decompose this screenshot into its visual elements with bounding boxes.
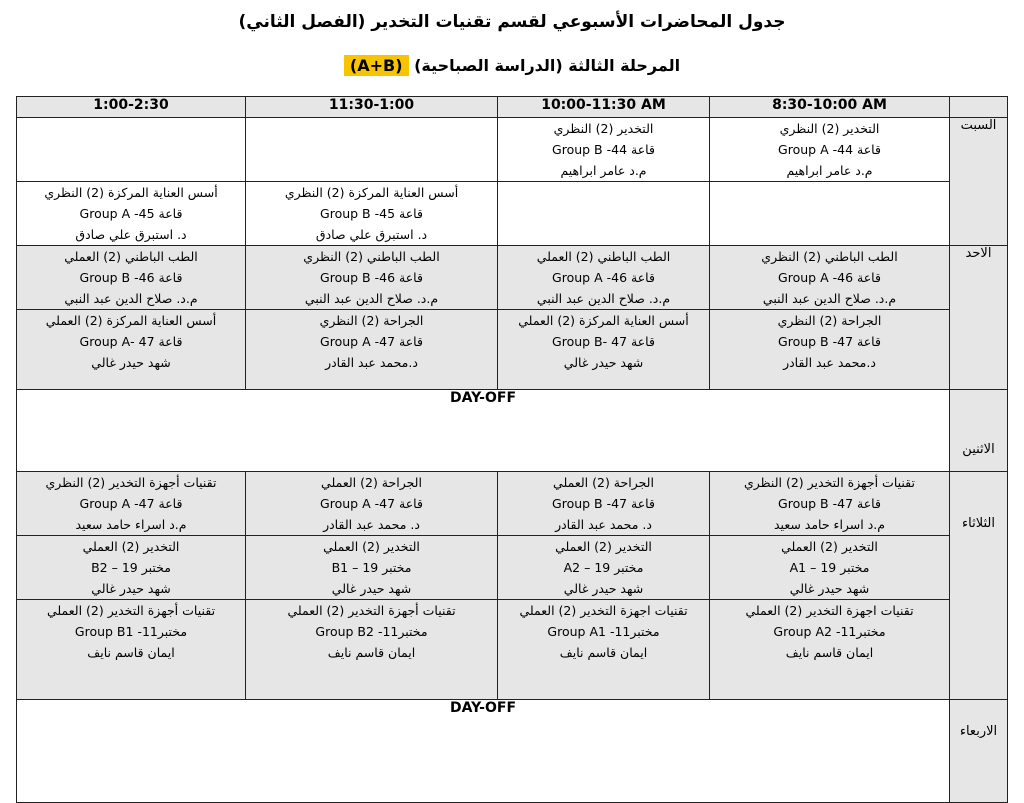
course-room: قاعة 47- Group A <box>79 496 183 511</box>
schedule-cell <box>17 246 246 310</box>
course-instructor: د. استبرق علي صادق <box>75 227 187 242</box>
schedule-cell <box>710 246 950 310</box>
course-room: قاعة 47 -Group B <box>552 334 655 349</box>
course-room: مختبر 19 – A1 <box>789 560 870 575</box>
course-instructor: د. محمد عبد القادر <box>323 517 420 532</box>
course-room: قاعة 46- Group B <box>320 270 423 285</box>
course-room: قاعة 45- Group B <box>320 206 423 221</box>
schedule-cell <box>498 310 710 390</box>
course-instructor: م.د. صلاح الدين عبد النبي <box>536 291 671 306</box>
course-instructor: د. استبرق علي صادق <box>315 227 428 242</box>
sunday-row-2 <box>17 310 1008 390</box>
course-instructor: م.د. صلاح الدين عبد النبي <box>762 291 897 306</box>
course-room: قاعة 47 -Group A <box>79 334 183 349</box>
course-instructor: د.محمد عبد القادر <box>783 355 876 370</box>
course-name: التخدير (2) العملي <box>555 539 652 554</box>
course-room: قاعة 47- Group B <box>778 496 881 511</box>
course-name: الجراحة (2) العملي <box>553 475 654 490</box>
course-name: تقنيات أجهزة التخدير (2) العملي <box>46 603 216 618</box>
course-name: تقنيات اجهزة التخدير (2) العملي <box>745 603 914 618</box>
course-instructor: شهد حيدر غالي <box>331 581 412 596</box>
tuesday-row-3 <box>17 600 1008 700</box>
schedule-cell <box>17 310 246 390</box>
schedule-cell <box>17 600 246 700</box>
course-name: الطب الباطني (2) النظري <box>303 249 440 264</box>
course-room: مختبر11- Group B2 <box>315 624 428 639</box>
course-name: أسس العناية المركزة (2) العملي <box>45 313 217 328</box>
schedule-cell <box>17 118 246 182</box>
header-row <box>17 97 1008 118</box>
course-instructor: م.د عامر ابراهيم <box>786 163 873 178</box>
course-room: قاعة 47- Group A <box>320 496 423 511</box>
course-instructor: د. محمد عبد القادر <box>555 517 652 532</box>
day-column-header <box>950 97 1008 118</box>
course-room: مختبر11- Group B1 <box>74 624 188 639</box>
course-instructor: شهد حيدر غالي <box>91 355 171 370</box>
course-room: مختبر11- Group A1 <box>547 624 660 639</box>
course-room: قاعة 44- Group B <box>552 142 655 157</box>
course-room: مختبر 19 – B1 <box>331 560 412 575</box>
schedule-cell <box>710 472 950 536</box>
time-slot-header: 11:30-1:00 <box>246 97 498 118</box>
schedule-cell <box>710 310 950 390</box>
course-room: قاعة 47- Group B <box>778 334 881 349</box>
course-name: تقنيات اجهزة التخدير (2) العملي <box>519 603 688 618</box>
course-instructor: م.د اسراء حامد سعيد <box>75 517 187 532</box>
schedule-cell <box>498 182 710 246</box>
schedule-cell <box>246 472 498 536</box>
day-label-saturday: السبت <box>950 118 1008 246</box>
schedule-cell <box>17 182 246 246</box>
course-name: التخدير (2) النظري <box>779 121 880 136</box>
schedule-cell <box>710 536 950 600</box>
course-name: تقنيات أجهزة التخدير (2) النظري <box>45 475 217 490</box>
subtitle-text: المرحلة الثالثة (الدراسة الصباحية) <box>414 56 681 75</box>
schedule-table <box>16 96 1008 803</box>
course-name: التخدير (2) العملي <box>323 539 420 554</box>
course-name: أسس العناية المركزة (2) النظري <box>284 185 459 200</box>
course-name: الجراحة (2) النظري <box>777 313 882 328</box>
time-slot-header: 1:00-2:30 <box>17 97 246 118</box>
course-name: التخدير (2) العملي <box>82 539 180 554</box>
saturday-row-2 <box>17 182 1008 246</box>
page-title: جدول المحاضرات الأسبوعي لقسم تقنيات التخدير (الفصل الثاني) <box>238 12 786 32</box>
monday-row <box>17 390 1008 472</box>
schedule-cell <box>17 472 246 536</box>
course-room: قاعة 47- Group B <box>552 496 655 511</box>
course-name: تقنيات أجهزة التخدير (2) العملي <box>287 603 456 618</box>
day-label-tuesday: الثلاثاء <box>950 472 1008 700</box>
course-name: أسس العناية المركزة (2) النظري <box>44 185 218 200</box>
course-room: مختبر 19 – B2 <box>91 560 171 575</box>
schedule-cell <box>246 536 498 600</box>
tuesday-row-1 <box>17 472 1008 536</box>
time-slot-header: 10:00-11:30 AM <box>498 97 710 118</box>
schedule-cell <box>246 118 498 182</box>
day-label-wednesday: الاربعاء <box>950 700 1008 803</box>
course-room: قاعة 44- Group A <box>778 142 881 157</box>
schedule-cell <box>710 600 950 700</box>
course-instructor: ايمان قاسم نايف <box>559 645 648 660</box>
course-instructor: م.د اسراء حامد سعيد <box>773 517 886 532</box>
time-slot-header: 8:30-10:00 AM <box>710 97 950 118</box>
schedule-cell <box>246 310 498 390</box>
course-room: قاعة 45- Group A <box>79 206 183 221</box>
course-instructor: م.د. صلاح الدين عبد النبي <box>304 291 439 306</box>
schedule-cell <box>498 118 710 182</box>
course-name: التخدير (2) النظري <box>553 121 654 136</box>
saturday-row-1 <box>17 118 1008 182</box>
course-name: أسس العناية المركزة (2) العملي <box>518 313 689 328</box>
course-instructor: شهد حيدر غالي <box>789 581 870 596</box>
course-instructor: م.د. صلاح الدين عبد النبي <box>64 291 198 306</box>
course-name: الجراحة (2) العملي <box>321 475 422 490</box>
course-instructor: ايمان قاسم نايف <box>87 645 175 660</box>
schedule-cell <box>17 536 246 600</box>
schedule-cell <box>710 118 950 182</box>
subtitle-highlight: (A+B) <box>344 55 409 76</box>
course-instructor: شهد حيدر غالي <box>91 581 171 596</box>
course-room: قاعة 46- Group A <box>778 270 881 285</box>
course-instructor: ايمان قاسم نايف <box>785 645 874 660</box>
schedule-cell <box>498 472 710 536</box>
course-room: قاعة 46- Group B <box>79 270 183 285</box>
course-instructor: د.محمد عبد القادر <box>325 355 418 370</box>
page-subtitle <box>0 56 1024 75</box>
schedule-cell <box>498 246 710 310</box>
schedule-cell <box>710 182 950 246</box>
course-instructor: شهد حيدر غالي <box>563 355 644 370</box>
schedule-cell <box>498 600 710 700</box>
schedule-cell <box>246 246 498 310</box>
course-name: تقنيات أجهزة التخدير (2) النظري <box>744 475 915 490</box>
sunday-row-1 <box>17 246 1008 310</box>
day-off-label: DAY-OFF <box>17 700 950 803</box>
tuesday-row-2 <box>17 536 1008 600</box>
schedule-cell <box>246 600 498 700</box>
schedule-cell <box>498 536 710 600</box>
course-instructor: شهد حيدر غالي <box>563 581 644 596</box>
course-room: مختبر11- Group A2 <box>773 624 886 639</box>
course-name: التخدير (2) العملي <box>781 539 878 554</box>
course-name: الطب الباطني (2) العملي <box>536 249 671 264</box>
course-name: الطب الباطني (2) النظري <box>761 249 898 264</box>
day-label-sunday: الاحد <box>950 246 1008 390</box>
course-name: الجراحة (2) النظري <box>319 313 424 328</box>
schedule-cell <box>246 182 498 246</box>
course-room: مختبر 19 – A2 <box>563 560 644 575</box>
course-instructor: ايمان قاسم نايف <box>327 645 416 660</box>
wednesday-row <box>17 700 1008 803</box>
course-name: الطب الباطني (2) العملي <box>64 249 198 264</box>
course-instructor: م.د عامر ابراهيم <box>560 163 647 178</box>
course-room: قاعة 46- Group A <box>552 270 655 285</box>
day-off-label: DAY-OFF <box>17 390 950 472</box>
course-room: قاعة 47- Group A <box>320 334 423 349</box>
day-label-monday: الاثنين <box>950 390 1008 472</box>
